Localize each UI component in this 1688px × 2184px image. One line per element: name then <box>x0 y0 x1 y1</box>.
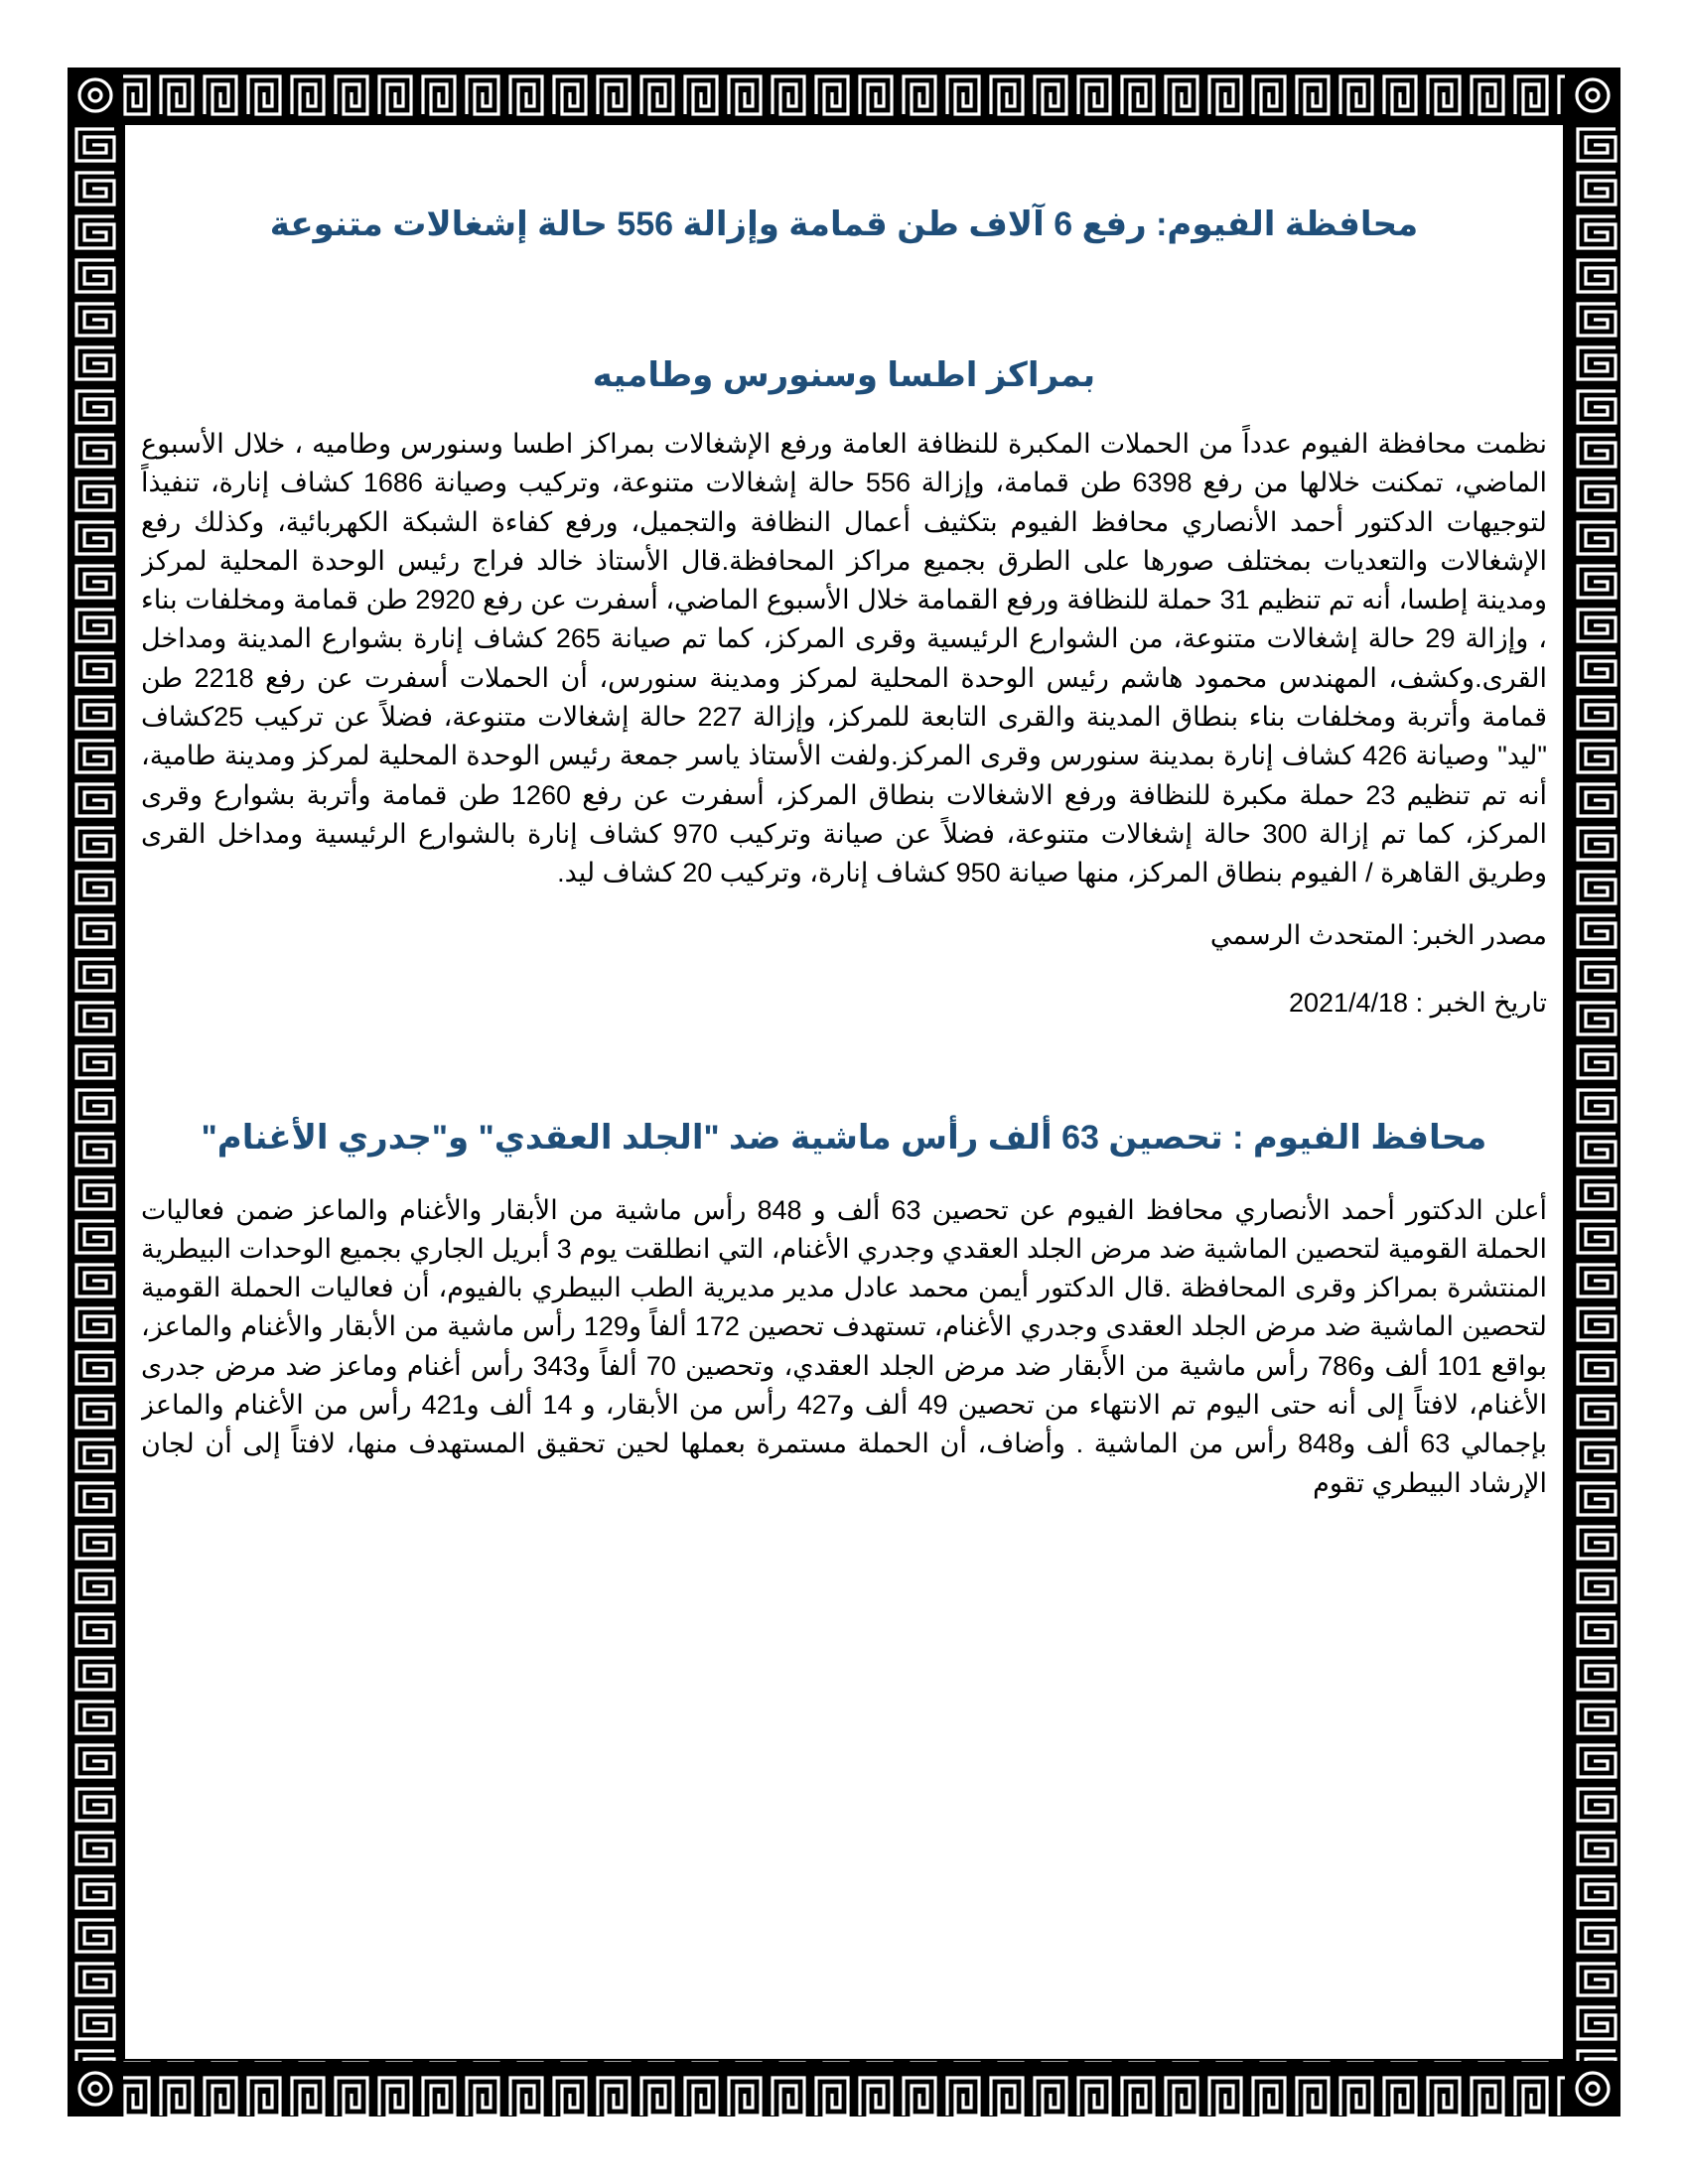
article-body: نظمت محافظة الفيوم عدداً من الحملات المكبرة للنظافة العامة ورفع الإشغالات بمراكز اطسا وسنورس وطاميه ، خلال الأسبوع الماضي، تمكنت خلالها من رفع 6398 طن قمامة، وإزالة 556 حالة إشغالات متنوعة، وتركيب وصيانة 1686 كشاف إنارة، تنفيذاً لتوجيهات الدكتور أحمد الأنصاري محافظ الفيوم بتكثيف أعمال النظافة والتجميل، ورفع كفاءة الشبكة الكهربائية، وكذلك رفع الإشغالات والتعديات بمختلف صورها على الطرق بجميع مراكز المحافظة.قال الأستاذ خالد فراج رئيس الوحدة المحلية لمركز ومدينة إطسا، أنه تم تنظيم 31 حملة للنظافة ورفع القمامة خلال الأسبوع الماضي، أسفرت عن رفع 2920 طن قمامة ومخلفات بناء ، وإزالة 29 حالة إشغالات متنوعة، من الشوارع الرئيسية وقرى المركز، كما تم صيانة 265 كشاف إنارة بشوارع المدينة ومداخل القرى.وكشف، المهندس محمود هاشم رئيس الوحدة المحلية لمركز ومدينة سنورس، أن الحملات أسفرت عن رفع 2218 طن قمامة وأتربة ومخلفات بناء بنطاق المدينة والقرى التابعة للمركز، وإزالة 227 حالة إشغالات متنوعة، فضلاً عن تركيب 25كشاف "ليد" وصيانة 426 كشاف إنارة بمدينة سنورس وقرى المركز.ولفت الأستاذ ياسر جمعة رئيس الوحدة المحلية لمركز ومدينة طامية، أنه تم تنظيم 23 حملة مكبرة للنظافة ورفع الاشغالات بنطاق المركز، أسفرت عن رفع 1260 طن قمامة وأتربة بشوارع وقرى المركز، كما تم إزالة 300 حالة إشغالات متنوعة، فضلاً عن صيانة وتركيب 970 كشاف إنارة بالشوارع الرئيسية ومداخل القرى وطريق القاهرة / الفيوم بنطاق المركز، منها صيانة 950 كشاف إنارة، وتركيب 20 كشاف ليد. <box>141 429 1547 888</box>
article-body: أعلن الدكتور أحمد الأنصاري محافظ الفيوم عن تحصين 63 ألف و 848 رأس ماشية من الأبقار والأغنام والماعز ضمن فعاليات الحملة القومية لتحصين الماشية ضد مرض الجلد العقدي وجدري الأغنام، التي انطلقت يوم 3 أبريل الجاري بجميع الوحدات البيطرية المنتشرة بمراكز وقرى المحافظة .قال الدكتور أيمن محمد عادل مدير مديرية الطب البيطري بالفيوم، أن فعاليات الحملة القومية لتحصين الماشية ضد مرض الجلد العقدى وجدري الأغنام، تستهدف تحصين 172 ألفاً و129 رأس ماشية من الأبقار والأغنام والماعز، بواقع 101 ألف و786 رأس ماشية من الأَبقار ضد مرض الجلد العقدي، وتحصين 70 ألفاً و343 رأس أغنام وماعز ضد مرض جدرى الأغنام، لافتاً إلى أنه حتى اليوم تم الانتهاء من تحصين 49 ألف و427 رأس من الأبقار، و 14 ألف و421 رأس من الأغنام والماعز بإجمالي 63 ألف و848 رأس من الماشية . وأضاف، أن الحملة مستمرة بعملها لحين تحقيق المستهدف منها، لافتاً إلى أن لجان الإرشاد البيطري تقوم <box>141 1194 1547 1498</box>
article-2 <box>141 1114 1547 1503</box>
news-source: مصدر الخبر: المتحدث الرسمي <box>1209 919 1547 950</box>
article-1 <box>141 201 1547 1023</box>
news-date: تاريخ الخبر : 2021/4/18 <box>1288 987 1547 1018</box>
document-content <box>141 139 1547 2045</box>
article-title: محافظة الفيوم: رفع 6 آلاف طن قمامة وإزالة 556 حالة إشغالات متنوعة <box>269 205 1419 243</box>
article-title: محافظ الفيوم : تحصين 63 ألف رأس ماشية ضد "الجلد العقدي" و"جدري الأغنام" <box>201 1118 1487 1157</box>
article-subtitle: بمراكز اطسا وسنورس وطاميه <box>592 356 1096 394</box>
